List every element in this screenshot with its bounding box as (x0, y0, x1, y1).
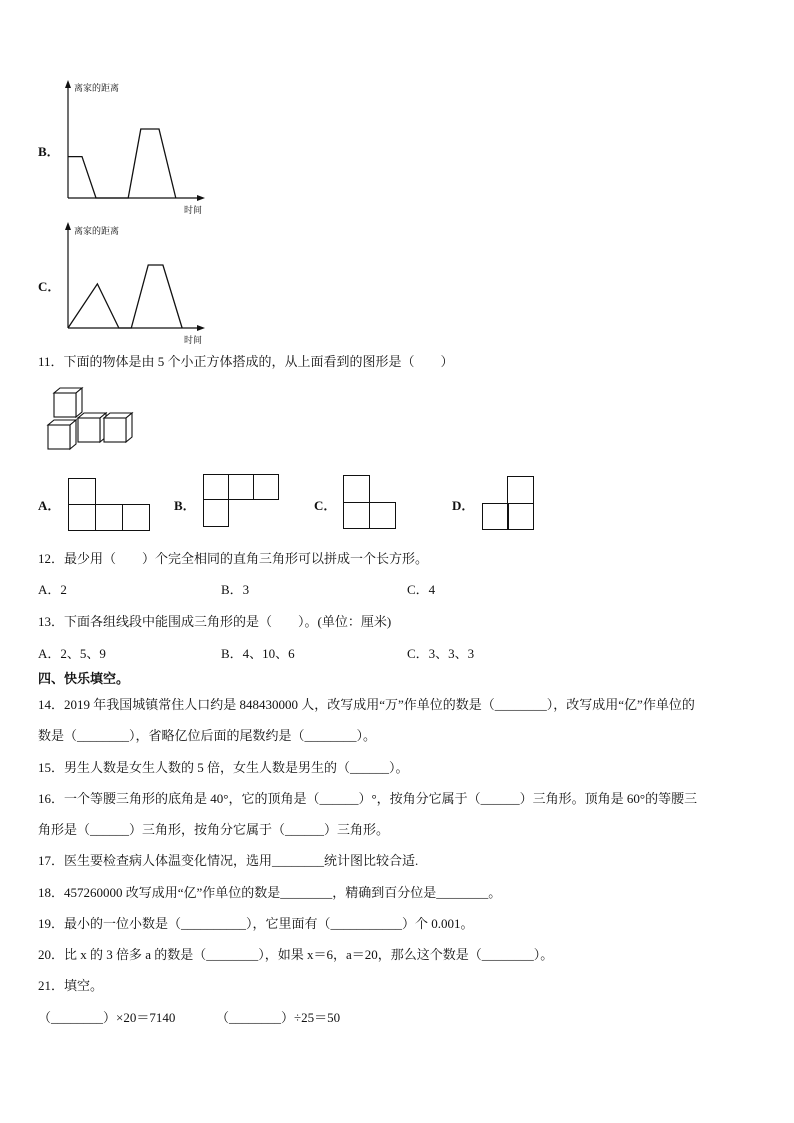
question-12: 12．最少用（ ）个完全相同的直角三角形可以拼成一个长方形。 (38, 551, 429, 566)
question-21-equation-2: （________）÷25＝50 (216, 1010, 341, 1025)
question-18: 18．457260000 改写成用“亿”作单位的数是________，精确到百分位是________。 (38, 885, 502, 900)
question-17: 17．医生要检查病人体温变化情况，选用________统计图比较合适. (38, 853, 419, 868)
question-21: 21．填空。 (38, 978, 104, 993)
q11-option-a-label[interactable]: A． (38, 498, 61, 513)
graph-b-chart (60, 80, 210, 220)
graph-b-series-line (68, 129, 176, 198)
question-14-line-2: 数是（________），省略亿位后面的尾数约是（________）。 (38, 728, 377, 743)
q11-option-d-figure (482, 476, 538, 532)
question-14-line-1: 14．2019 年我国城镇常住人口约是 848430000 人，改写成用“万”作单位的数是（________），改写成用“亿”作单位的 (38, 697, 695, 712)
q12-option-a[interactable]: A．2 (38, 582, 67, 597)
q13-option-a[interactable]: A．2、5、9 (38, 646, 106, 661)
graph-c-ylabel: 离家的距离 (74, 227, 120, 237)
graph-b-axes (65, 80, 205, 201)
question-20: 20．比 x 的 3 倍多 a 的数是（________），如果 x＝6，a＝20，那么这个数是（________）。 (38, 947, 554, 962)
q12-option-b[interactable]: B．3 (221, 582, 250, 597)
question-19: 19．最小的一位小数是（__________），它里面有（___________）个 0.001。 (38, 916, 474, 931)
cubes-figure (44, 388, 144, 458)
graph-b-ylabel: 离家的距离 (74, 84, 120, 94)
graph-c-series-line (68, 265, 182, 328)
section-4-heading: 四、快乐填空。 (38, 671, 130, 686)
question-11: 11．下面的物体是由 5 个小正方体搭成的，从上面看到的图形是（ ） (38, 354, 454, 369)
q11-option-b-figure (203, 474, 281, 528)
graph-c-xlabel: 时间 (184, 336, 203, 346)
question-21-equation-1: （________）×20＝7140 (38, 1010, 176, 1025)
question-16-line-2: 角形是（______）三角形，按角分它属于（______）三角形。 (38, 822, 390, 837)
q12-option-c[interactable]: C．4 (407, 582, 436, 597)
q11-option-c-label[interactable]: C． (314, 498, 337, 513)
graph-b-xlabel: 时间 (184, 206, 203, 216)
question-13: 13．下面各组线段中能围成三角形的是（ ）。(单位：厘米) (38, 614, 392, 629)
question-16-line-1: 16．一个等腰三角形的底角是 40°，它的顶角是（______）°，按角分它属于（______）三角形。顶角是 60°的等腰三 (38, 791, 698, 806)
q11-option-c-figure (343, 475, 399, 531)
q11-option-d-label[interactable]: D． (452, 498, 475, 513)
q11-option-b-label[interactable]: B． (174, 498, 196, 513)
graph-c-chart (60, 222, 210, 347)
q13-option-b[interactable]: B．4、10、6 (221, 646, 295, 661)
option-b-label: B． (38, 144, 60, 159)
option-c-label: C． (38, 279, 61, 294)
q13-option-c[interactable]: C．3、3、3 (407, 646, 475, 661)
question-15: 15．男生人数是女生人数的 5 倍，女生人数是男生的（______）。 (38, 760, 409, 775)
q11-option-a-figure (68, 478, 152, 532)
